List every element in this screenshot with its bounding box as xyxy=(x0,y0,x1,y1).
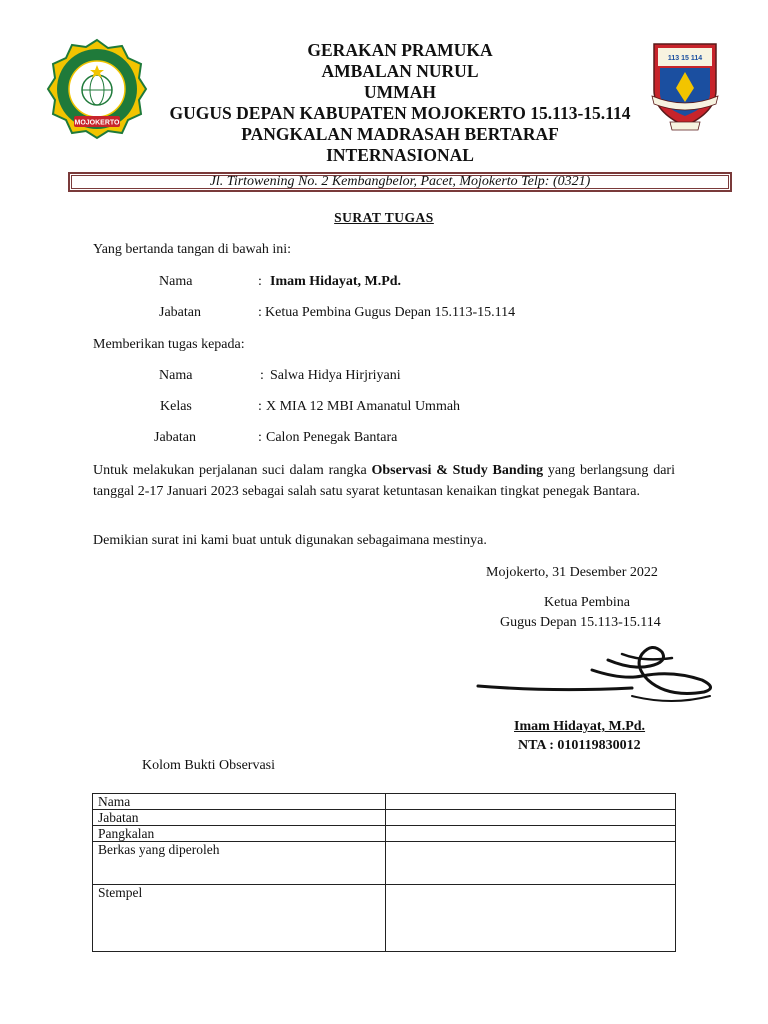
assignee-class-value: X MIA 12 MBI Amanatul Ummah xyxy=(266,399,461,414)
row-value-cell[interactable] xyxy=(386,826,676,842)
signer-title-2: Gugus Depan 15.113-15.114 xyxy=(500,615,661,630)
assignee-class-label: Kelas xyxy=(160,399,192,414)
org-line-1: GERAKAN PRAMUKA xyxy=(307,40,493,60)
colon: : xyxy=(260,368,264,383)
assignee-position-label: Jabatan xyxy=(154,430,196,445)
row-label: Pangkalan xyxy=(93,826,386,842)
ambalan-logo xyxy=(650,40,720,132)
org-line-2: AMBALAN NURUL xyxy=(321,61,479,81)
row-label: Jabatan xyxy=(93,810,386,826)
colon: : xyxy=(258,274,262,289)
handwritten-signature xyxy=(472,640,722,710)
signer-name-underlined: Imam Hidayat, M.Pd. xyxy=(514,719,646,734)
left-logo-banner: MOJOKERTO xyxy=(74,119,120,127)
signer-position-label: Jabatan xyxy=(159,305,201,320)
observation-table xyxy=(92,793,676,952)
assignee-position-value: Calon Penegak Bantara xyxy=(266,430,398,445)
signer-title-1: Ketua Pembina xyxy=(544,595,630,610)
address-text: Jl. Tirtowening No. 2 Kembangbelor, Pacet, Mojokerto Telp: (0321) xyxy=(209,174,591,189)
row-value-cell[interactable] xyxy=(386,794,676,810)
colon: : xyxy=(258,399,262,414)
right-logo-top: 113 15 114 xyxy=(667,55,703,62)
assignee-name-value: Salwa Hidya Hirjriyani xyxy=(270,368,401,383)
signer-nta: NTA : 010119830012 xyxy=(518,738,641,753)
colon: : xyxy=(258,305,262,320)
table-row xyxy=(93,810,676,826)
row-label: Stempel xyxy=(93,885,386,952)
org-line-3: UMMAH xyxy=(364,82,436,102)
org-line-4: GUGUS DEPAN KABUPATEN MOJOKERTO 15.113-15.114 xyxy=(169,103,631,123)
row-value-cell[interactable] xyxy=(386,810,676,826)
table-row xyxy=(93,826,676,842)
row-value-cell[interactable] xyxy=(386,842,676,885)
assignee-name-label: Nama xyxy=(159,368,193,383)
assign-intro-text: Memberikan tugas kepada: xyxy=(93,337,245,352)
table-row xyxy=(93,885,676,952)
letter-title: SURAT TUGAS xyxy=(334,210,434,225)
body-text-pre: Untuk melakukan perjalanan suci dalam rangka xyxy=(93,463,372,478)
place-date: Mojokerto, 31 Desember 2022 xyxy=(486,565,658,580)
table-row xyxy=(93,794,676,810)
intro-text: Yang bertanda tangan di bawah ini: xyxy=(93,242,292,257)
row-label: Berkas yang diperoleh xyxy=(93,842,386,885)
table-row xyxy=(93,842,676,885)
letterhead xyxy=(150,40,650,166)
closing-text: Demikian surat ini kami buat untuk digunakan sebagaimana mestinya. xyxy=(93,533,487,548)
signer-name-value: Imam Hidayat, M.Pd. xyxy=(270,274,402,289)
address-box xyxy=(68,172,732,192)
madrasah-logo xyxy=(46,38,148,140)
body-paragraph xyxy=(93,460,675,502)
observation-caption: Kolom Bukti Observasi xyxy=(142,758,275,773)
body-text-bold: Observasi & Study Banding xyxy=(371,463,544,478)
body-text-post: yang berlangsung dari tanggal 2-17 Januari 2023 sebagai salah satu syarat ketuntasan kenaikan tingkat penegak Bantara. xyxy=(93,463,675,499)
row-label: Nama xyxy=(93,794,386,810)
org-line-6: INTERNASIONAL xyxy=(326,145,474,165)
colon: : xyxy=(258,430,262,445)
signer-name-label: Nama xyxy=(159,274,193,289)
org-line-5: PANGKALAN MADRASAH BERTARAF xyxy=(241,124,559,144)
signer-position-value: Ketua Pembina Gugus Depan 15.113-15.114 xyxy=(265,305,516,320)
row-value-cell[interactable] xyxy=(386,885,676,952)
